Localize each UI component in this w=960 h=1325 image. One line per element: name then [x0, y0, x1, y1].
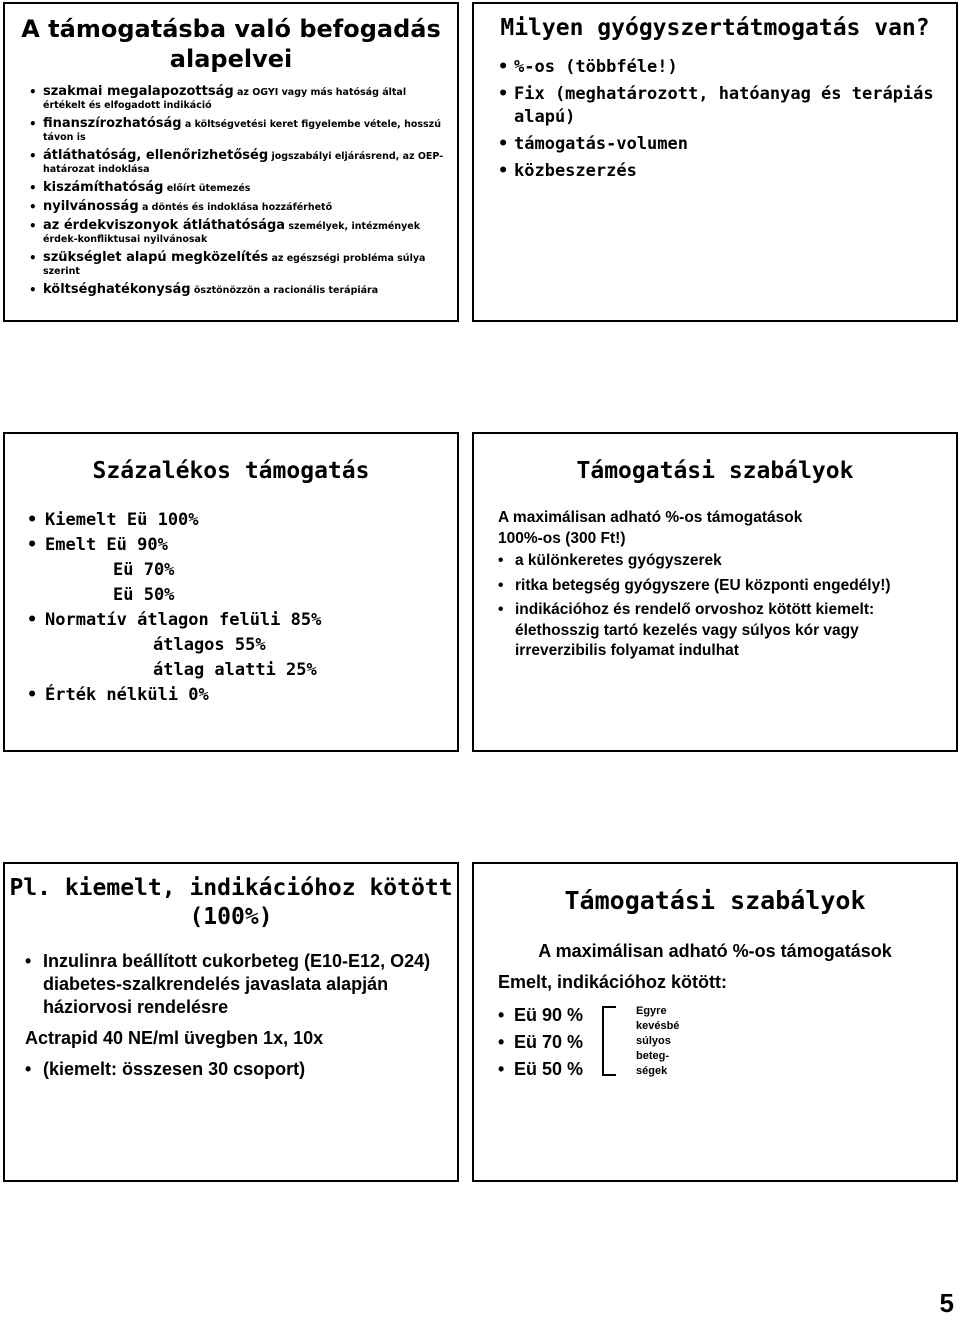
list-item: • Eü 90 % [498, 1002, 956, 1029]
list-item: • Érték nélküli 0% [27, 683, 457, 708]
list-item: • (kiemelt: összesen 30 csoport) [25, 1059, 306, 1079]
bullet-icon: • [27, 510, 38, 530]
list-item: • indikációhoz és rendelő orvoshoz kötött kiemelt: élethosszig tartó kezelés vagy súlyos kór vagy irreverzibilis folyamat indulhat [498, 601, 875, 659]
slide-title: A támogatásba való befogadás alapelvei [21, 15, 441, 73]
slide-support-rules-2 [472, 862, 958, 1182]
example-list-2 [25, 1058, 447, 1081]
list-item: • az érdekviszonyok átláthatósága személyek, intézmények érdek-konfliktusai nyilvánosak [29, 218, 421, 245]
body-line: 100%-os (300 Ft!) [498, 529, 626, 547]
slide-title: Százalékos támogatás [92, 458, 370, 484]
list-item: • Inzulinra beállított cukorbeteg (E10-E12, O24) diabetes-szalkrendelés javaslata alapján háziorvosi rendelésre [25, 951, 431, 1017]
list-item: • közbeszerzés [498, 161, 637, 181]
bullet-icon: • [498, 552, 504, 569]
bullet-icon: • [498, 1005, 505, 1025]
slide-body [5, 950, 457, 1081]
list-item: átlag alatti 25% [153, 660, 317, 680]
bullet-icon: • [29, 200, 37, 214]
bullet-icon: • [29, 85, 37, 99]
bullet-icon: • [498, 1032, 505, 1052]
list-item: • Emelt Eü 90% [27, 533, 457, 558]
example-list [25, 950, 447, 1019]
bullet-icon: • [29, 283, 37, 297]
body-line: A maximálisan adható %-os támogatások [498, 509, 803, 526]
slide-title: Milyen gyógyszertátmogatás van? [500, 15, 930, 41]
list-item: • szükséglet alapú megközelítés az egészségi probléma súlya szerint [29, 250, 426, 277]
percentage-list [5, 508, 457, 708]
bullet-icon: • [25, 951, 32, 971]
bullet-icon: • [498, 1059, 505, 1079]
list-item: • költséghatékonyság ösztönözzön a racionális terápiára [29, 282, 379, 297]
slide-title: Támogatási szabályok [576, 458, 854, 484]
page-number: 5 [939, 1288, 954, 1318]
list-item: Eü 70% [113, 560, 175, 580]
list-item: • Eü 50 % [498, 1056, 956, 1083]
slide-percentage-support [3, 432, 459, 752]
list-item: • a különkeretes gyógyszerek [498, 551, 938, 572]
bullet-icon: • [498, 57, 509, 77]
list-item: • átláthatóság, ellenőrizhetőség jogszabályi eljárásrend, az OEP-határozat indoklása [29, 148, 444, 175]
list-item: • kiszámíthatóság előírt ütemezés [29, 180, 251, 195]
bullet-icon: • [498, 161, 509, 181]
bullet-icon: • [27, 610, 38, 630]
bullet-icon: • [29, 181, 37, 195]
bullet-icon: • [25, 1059, 32, 1079]
rules-list [498, 551, 938, 662]
bullet-icon: • [498, 134, 509, 154]
bullet-icon: • [29, 117, 37, 131]
bullet-icon: • [29, 251, 37, 265]
bullet-icon: • [498, 576, 504, 594]
list-item: • %-os (többféle!) [498, 57, 678, 77]
list-item: • Eü 70 % [498, 1029, 956, 1056]
bullet-icon: • [29, 149, 37, 163]
list-item: • szakmai megalapozottság az OGYI vagy más hatóság által értékelt és elfogadott indikáció [29, 84, 407, 111]
slide-principles [3, 2, 459, 322]
bullet-icon: • [27, 535, 38, 555]
bullet-icon: • [498, 84, 509, 104]
body-line: Emelt, indikációhoz kötött: [498, 972, 728, 992]
slide-subtitle: A maximálisan adható %-os támogatások [538, 941, 892, 961]
list-item: Eü 50% [113, 585, 175, 605]
bullet-icon: • [29, 219, 37, 233]
support-types-list [474, 56, 956, 183]
list-item: • Fix (meghatározott, hatóanyag és terápiás alapú) [498, 84, 934, 127]
slide-title: Támogatási szabályok [564, 886, 866, 915]
level-group [474, 1002, 956, 1086]
list-item: átlagos 55% [153, 635, 266, 655]
body-line: Actrapid 40 NE/ml üvegben 1x, 10x [25, 1028, 324, 1048]
bracket-icon [602, 1006, 616, 1076]
list-item: • nyilvánosság a döntés és indoklása hozzáférhető [29, 199, 333, 214]
slide-title: Pl. kiemelt, indikációhoz kötött (100%) [9, 875, 453, 930]
levels-list [498, 1002, 956, 1083]
bullet-icon: • [27, 685, 38, 705]
slide-support-types [472, 2, 958, 322]
list-item: • Normatív átlagon felüli 85% [27, 608, 457, 633]
list-item: • ritka betegség gyógyszere (EU központi engedély!) [498, 576, 938, 597]
list-item: • Kiemelt Eü 100% [27, 508, 457, 533]
list-item: • támogatás-volumen [498, 134, 688, 154]
list-item: • finanszírozhatóság a költségvetési keret figyelembe vétele, hosszú távon is [29, 116, 441, 143]
slide-support-rules [472, 432, 958, 752]
slide-example [3, 862, 459, 1182]
bullet-icon: • [498, 601, 504, 618]
slide-body [474, 508, 956, 662]
side-note: Egyre kevésbé súlyos beteg-ségek [636, 1005, 680, 1077]
principles-list [5, 86, 457, 297]
